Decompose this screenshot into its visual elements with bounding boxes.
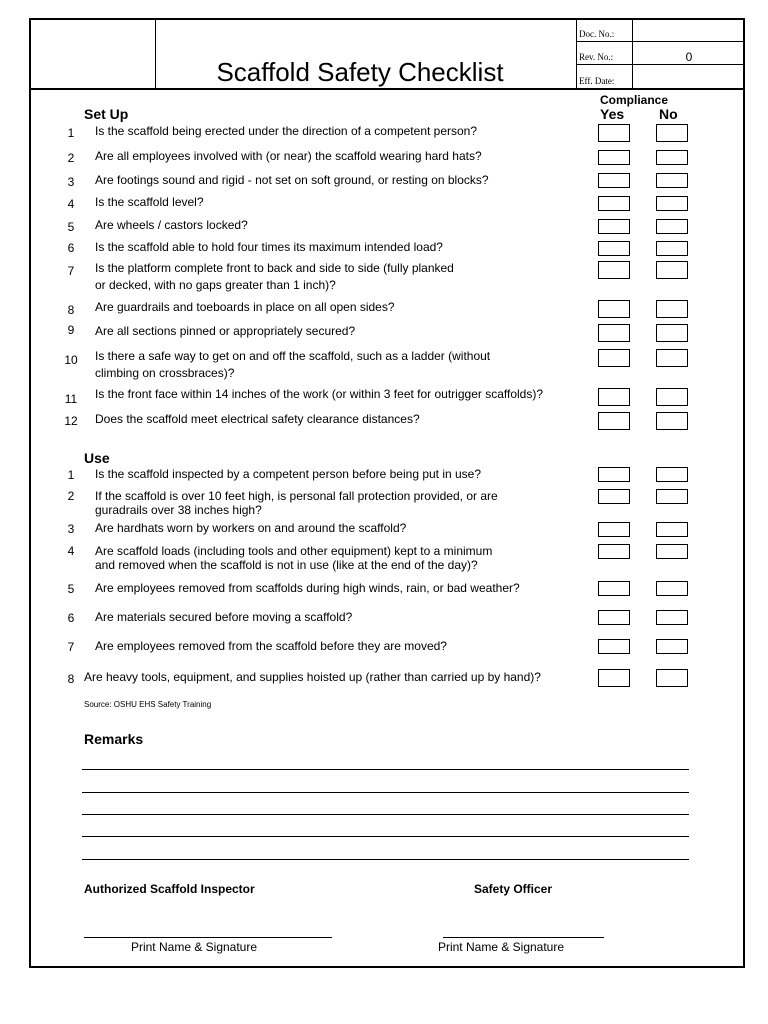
header-divider <box>155 18 156 88</box>
no-checkbox[interactable] <box>656 489 688 504</box>
question-text: Is the scaffold level? <box>95 195 204 209</box>
yes-checkbox[interactable] <box>598 124 630 142</box>
rev-no-label: Rev. No.: <box>579 52 614 62</box>
question-text: If the scaffold is over 10 feet high, is personal fall protection provided, or are guradrails over 38 inches high? <box>95 489 498 517</box>
no-checkbox[interactable] <box>656 388 688 406</box>
header-divider <box>576 41 745 42</box>
no-checkbox[interactable] <box>656 150 688 165</box>
yes-checkbox[interactable] <box>598 489 630 504</box>
yes-checkbox[interactable] <box>598 150 630 165</box>
no-checkbox[interactable] <box>656 173 688 188</box>
no-checkbox[interactable] <box>656 300 688 318</box>
question-number: 5 <box>67 220 75 234</box>
no-checkbox[interactable] <box>656 261 688 279</box>
no-checkbox[interactable] <box>656 669 688 687</box>
inspector-signature-caption: Print Name & Signature <box>130 940 258 954</box>
header-divider <box>576 64 745 65</box>
remarks-line[interactable] <box>82 814 689 815</box>
header-divider <box>576 18 577 88</box>
question-text: Is the front face within 14 inches of the work (or within 3 feet for outrigger scaffolds)? <box>95 387 544 401</box>
yes-checkbox[interactable] <box>598 300 630 318</box>
yes-checkbox[interactable] <box>598 639 630 654</box>
yes-checkbox[interactable] <box>598 467 630 482</box>
yes-checkbox[interactable] <box>598 173 630 188</box>
officer-signature-line[interactable] <box>443 937 604 938</box>
yes-checkbox[interactable] <box>598 669 630 687</box>
no-checkbox[interactable] <box>656 412 688 430</box>
question-text: Are wheels / castors locked? <box>95 218 248 232</box>
question-number: 1 <box>67 126 75 140</box>
no-checkbox[interactable] <box>656 581 688 596</box>
doc-no-label: Doc. No.: <box>579 29 615 39</box>
question-number: 7 <box>67 640 75 654</box>
yes-checkbox[interactable] <box>598 324 630 342</box>
question-number: 6 <box>67 241 75 255</box>
no-checkbox[interactable] <box>656 241 688 256</box>
question-text: Does the scaffold meet electrical safety clearance distances? <box>95 412 420 426</box>
question-number: 8 <box>67 672 75 686</box>
question-number: 2 <box>67 151 75 165</box>
no-checkbox[interactable] <box>656 610 688 625</box>
yes-checkbox[interactable] <box>598 349 630 367</box>
remarks-line[interactable] <box>82 792 689 793</box>
inspector-title: Authorized Scaffold Inspector <box>84 882 255 896</box>
question-text: Is the scaffold able to hold four times its maximum intended load? <box>95 240 443 254</box>
header-divider <box>632 18 633 88</box>
question-number: 11 <box>64 392 78 406</box>
yes-checkbox[interactable] <box>598 544 630 559</box>
rev-no-field[interactable]: 0 <box>685 50 693 64</box>
yes-column-heading: Yes <box>600 106 625 122</box>
no-checkbox[interactable] <box>656 196 688 211</box>
question-number: 12 <box>64 414 78 428</box>
question-text: Are all employees involved with (or near) the scaffold wearing hard hats? <box>95 149 482 163</box>
inspector-signature-line[interactable] <box>84 937 332 938</box>
question-number: 7 <box>67 264 75 278</box>
question-text: Are employees removed from the scaffold before they are moved? <box>95 639 447 653</box>
compliance-heading: Compliance <box>600 93 669 107</box>
remarks-line[interactable] <box>82 769 689 770</box>
question-number: 4 <box>67 197 75 211</box>
yes-checkbox[interactable] <box>598 388 630 406</box>
section-heading-setup: Set Up <box>84 106 129 122</box>
header-divider <box>29 88 745 90</box>
question-text: Are guardrails and toeboards in place on all open sides? <box>95 300 395 314</box>
section-heading-use: Use <box>84 450 110 466</box>
question-text: Is there a safe way to get on and off the scaffold, such as a ladder (without climbing on crossbraces)? <box>95 349 491 380</box>
question-text: Are materials secured before moving a scaffold? <box>95 610 353 624</box>
question-number: 3 <box>67 175 75 189</box>
no-column-heading: No <box>659 106 678 122</box>
page-title: Scaffold Safety Checklist <box>216 57 504 87</box>
question-number: 1 <box>67 468 75 482</box>
no-checkbox[interactable] <box>656 219 688 234</box>
question-text: Is the scaffold inspected by a competent person before being put in use? <box>95 467 482 481</box>
question-number: 9 <box>67 323 75 337</box>
officer-title: Safety Officer <box>474 882 553 896</box>
question-text: Are hardhats worn by workers on and around the scaffold? <box>95 521 407 535</box>
question-number: 2 <box>67 489 75 503</box>
question-number: 3 <box>67 522 75 536</box>
officer-signature-caption: Print Name & Signature <box>437 940 565 954</box>
no-checkbox[interactable] <box>656 467 688 482</box>
remarks-heading: Remarks <box>84 731 144 747</box>
no-checkbox[interactable] <box>656 522 688 537</box>
question-text: Are all sections pinned or appropriately secured? <box>95 324 356 338</box>
yes-checkbox[interactable] <box>598 610 630 625</box>
no-checkbox[interactable] <box>656 324 688 342</box>
question-number: 10 <box>64 353 78 367</box>
question-text: Are footings sound and rigid - not set on soft ground, or resting on blocks? <box>95 173 489 187</box>
remarks-line[interactable] <box>82 859 689 860</box>
yes-checkbox[interactable] <box>598 581 630 596</box>
question-text: Are scaffold loads (including tools and other equipment) kept to a minimum and removed when the scaffold is not in use (like at the end of the day)? <box>95 544 493 572</box>
yes-checkbox[interactable] <box>598 196 630 211</box>
question-number: 8 <box>67 303 75 317</box>
yes-checkbox[interactable] <box>598 241 630 256</box>
question-number: 5 <box>67 582 75 596</box>
yes-checkbox[interactable] <box>598 412 630 430</box>
yes-checkbox[interactable] <box>598 522 630 537</box>
question-text: Is the scaffold being erected under the direction of a competent person? <box>95 124 478 138</box>
no-checkbox[interactable] <box>656 349 688 367</box>
source-note: Source: OSHU EHS Safety Training <box>84 700 212 709</box>
remarks-line[interactable] <box>82 836 689 837</box>
no-checkbox[interactable] <box>656 124 688 142</box>
yes-checkbox[interactable] <box>598 261 630 279</box>
question-number: 6 <box>67 611 75 625</box>
question-text: Are employees removed from scaffolds during high winds, rain, or bad weather? <box>95 581 520 595</box>
question-text: Is the platform complete front to back and side to side (fully planked or decked, with no gaps greater than 1 inch)? <box>95 261 454 292</box>
no-checkbox[interactable] <box>656 544 688 559</box>
yes-checkbox[interactable] <box>598 219 630 234</box>
no-checkbox[interactable] <box>656 639 688 654</box>
question-number: 4 <box>67 544 75 558</box>
question-text: Are heavy tools, equipment, and supplies hoisted up (rather than carried up by hand)? <box>84 670 541 684</box>
eff-date-label: Eff. Date: <box>579 76 615 86</box>
